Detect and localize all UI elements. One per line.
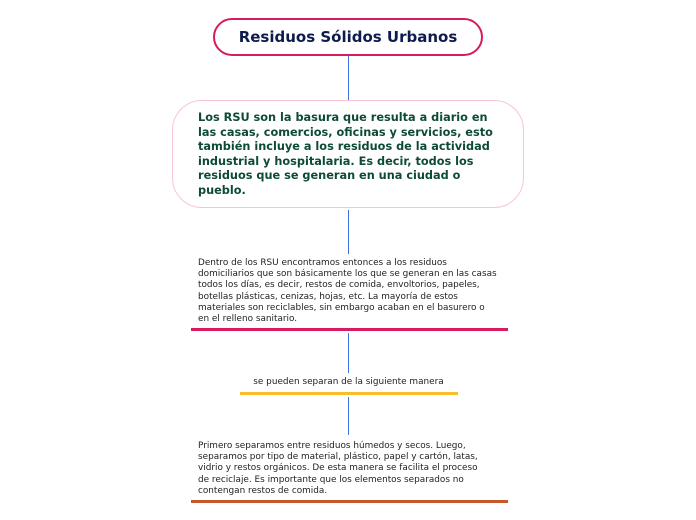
main-node[interactable]	[172, 100, 524, 208]
underline	[240, 392, 458, 395]
underline	[191, 328, 508, 331]
child-node-separacion[interactable]	[240, 377, 457, 388]
root-title: Residuos Sólidos Urbanos	[238, 28, 458, 46]
child-node-text: se pueden separan de la siguiente manera	[253, 377, 444, 387]
child-node-text: Dentro de los RSU encontramos entonces a los residuos domiciliarios que son básicamente los que se generan en las casas todos los días, es decir, restos de comida, envoltorios, papeles, botellas plásticas, cenizas, hojas, etc. La mayoría de estos materiales son reciclables, sin embargo acaban en el basurero o en el relleno sanitario.	[198, 258, 497, 325]
connector	[348, 333, 349, 373]
child-node-domiciliarios[interactable]	[198, 258, 498, 325]
child-node-text: Primero separamos entre residuos húmedos y secos. Luego, separamos por tipo de material, plástico, papel y cartón, latas, vidrio y restos orgánicos. De esta manera se facilita el proceso de reciclaje. Es importante que los elementos separados no contengan restos de comida.	[198, 441, 478, 496]
main-node-text: Los RSU son la basura que resulta a diario en las casas, comercios, oficinas y servicios, esto también incluye a los residuos de la actividad industrial y hospitalaria. Es decir, todos los residuos que se generan en una ciudad o pueblo.	[198, 111, 493, 197]
connector	[348, 56, 349, 100]
root-node[interactable]	[213, 18, 483, 56]
underline	[191, 500, 508, 503]
child-node-pasos[interactable]	[198, 441, 488, 497]
connector	[348, 397, 349, 435]
connector	[348, 210, 349, 254]
